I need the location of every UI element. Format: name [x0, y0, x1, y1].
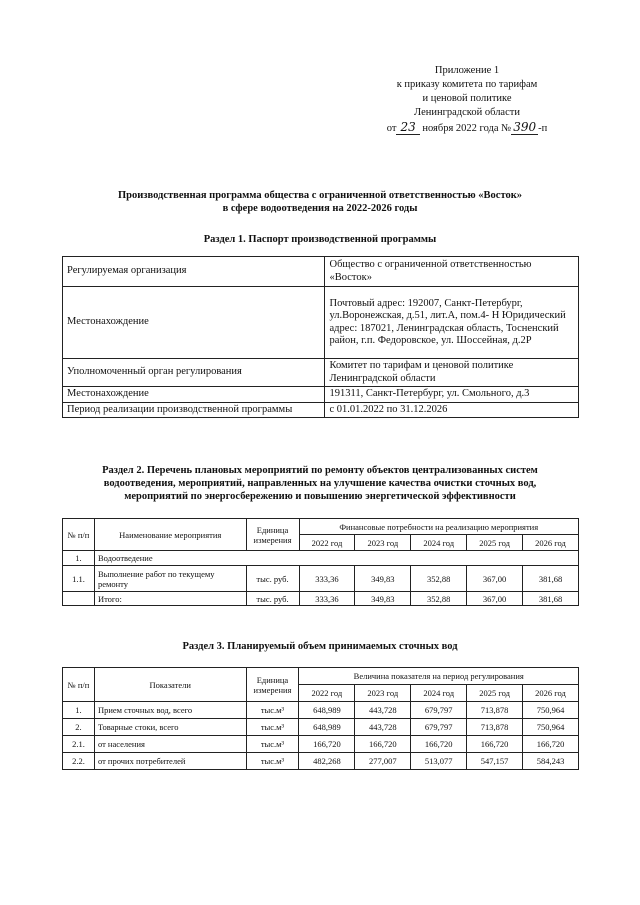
row-value: 584,243: [523, 753, 579, 770]
table-row: [63, 753, 579, 770]
table-row-total: [63, 592, 579, 606]
passport-label: Местонахождение: [63, 387, 325, 403]
header-year: 2024 год: [411, 535, 467, 551]
table-row: [63, 719, 579, 736]
passport-value: 191311, Санкт-Петербург, ул. Смольного, д.3: [325, 387, 579, 403]
header-unit: Единица измерения: [246, 668, 299, 702]
row-value: 352,88: [411, 592, 467, 606]
row-num: [63, 592, 95, 606]
row-value: 166,720: [467, 736, 523, 753]
row-unit: тыс. руб.: [246, 592, 299, 606]
row-value: 349,83: [355, 566, 411, 592]
header-year: 2026 год: [523, 685, 579, 702]
header-year: 2023 год: [355, 685, 411, 702]
table-row: [63, 287, 579, 359]
row-value: 443,728: [355, 702, 411, 719]
group-name: Водоотведение: [94, 551, 578, 566]
row-num: 2.1.: [63, 736, 95, 753]
table-row: [63, 702, 579, 719]
title-line-1: Производственная программа общества с ограниченной ответственностью «Восток»: [117, 190, 523, 201]
header-year: 2024 год: [411, 685, 467, 702]
row-value: 482,268: [299, 753, 355, 770]
passport-label: Уполномоченный орган регулирования: [63, 359, 325, 387]
passport-label: Регулируемая организация: [63, 257, 325, 287]
passport-table: [62, 256, 579, 418]
row-value: 750,964: [523, 719, 579, 736]
row-unit: тыс.м³: [246, 719, 299, 736]
header-year: 2026 год: [523, 535, 579, 551]
date-prefix: от: [386, 123, 397, 134]
row-value: 166,720: [411, 736, 467, 753]
row-num: 1.: [63, 702, 95, 719]
table-row: [63, 257, 579, 287]
row-name: Прием сточных вод, всего: [94, 702, 246, 719]
passport-label: Период реализации производственной программы: [63, 402, 325, 418]
date-day: 23: [396, 120, 419, 135]
row-value: 166,720: [523, 736, 579, 753]
passport-value: с 01.01.2022 по 31.12.2026: [325, 402, 579, 418]
header-num: № п/п: [63, 519, 95, 551]
row-value: 166,720: [355, 736, 411, 753]
document-title: [60, 189, 580, 215]
row-value: 648,989: [299, 719, 355, 736]
row-value: 277,007: [355, 753, 411, 770]
row-name: Выполнение работ по текущему ремонту: [94, 566, 246, 592]
row-name: Товарные стоки, всего: [94, 719, 246, 736]
header-num: № п/п: [63, 668, 95, 702]
row-unit: тыс. руб.: [246, 566, 299, 592]
section-1-title: Раздел 1. Паспорт производственной программы: [203, 234, 437, 245]
header-group: Финансовые потребности на реализацию мероприятия: [299, 519, 579, 535]
row-name: Итого:: [94, 592, 246, 606]
header-group: Величина показателя на период регулирования: [299, 668, 579, 685]
header-year: 2025 год: [467, 535, 523, 551]
row-value: 352,88: [411, 566, 467, 592]
row-num: 2.2.: [63, 753, 95, 770]
passport-value: Почтовый адрес: 192007, Санкт-Петербург, ул.Воронежская, д.51, лит.А, пом.4- Н Юридический адрес: 187021, Ленинградская область, Тосненский район, г.п. Федоровское, ул. Шоссейная, д.2Р: [325, 287, 579, 359]
table-row: [63, 402, 579, 418]
passport-label: Местонахождение: [63, 287, 325, 359]
row-num: 2.: [63, 719, 95, 736]
row-unit: тыс.м³: [246, 753, 299, 770]
row-num: 1.1.: [63, 566, 95, 592]
row-value: 513,077: [411, 753, 467, 770]
wastewater-volume-table: [62, 667, 579, 770]
table-row: [63, 566, 579, 592]
date-suffix: -п: [538, 123, 548, 134]
table-row: [63, 736, 579, 753]
appendix-date-line: [372, 120, 562, 136]
table-row: [63, 387, 579, 403]
appendix-line-3: и ценовой политике: [422, 93, 512, 104]
order-number: 390: [513, 120, 537, 134]
section-2-title-line-2: водоотведения, мероприятий, направленных на улучшение качества очистки сточных вод,: [103, 478, 537, 489]
appendix-line-4: Ленинградской области: [414, 107, 520, 118]
row-value: 713,878: [467, 702, 523, 719]
row-unit: тыс.м³: [246, 736, 299, 753]
header-year: 2022 год: [299, 535, 355, 551]
header-year: 2022 год: [299, 685, 355, 702]
table-row: [63, 359, 579, 387]
row-value: 349,83: [355, 592, 411, 606]
header-name: Показатели: [94, 668, 246, 702]
title-line-2: в сфере водоотведения на 2022-2026 годы: [222, 203, 418, 214]
appendix-header: [372, 64, 562, 136]
header-row: [63, 519, 579, 535]
row-value: 443,728: [355, 719, 411, 736]
row-unit: тыс.м³: [246, 702, 299, 719]
passport-value: Комитет по тарифам и ценовой политике Ленинградской области: [325, 359, 579, 387]
row-name: от прочих потребителей: [94, 753, 246, 770]
row-value: 679,797: [411, 702, 467, 719]
header-name: Наименование мероприятия: [94, 519, 246, 551]
row-value: 648,989: [299, 702, 355, 719]
row-value: 166,720: [299, 736, 355, 753]
appendix-line-2: к приказу комитета по тарифам: [396, 79, 538, 90]
measures-table: [62, 518, 579, 606]
passport-value: Общество с ограниченной ответственностью «Восток»: [325, 257, 579, 287]
header-year: 2025 год: [467, 685, 523, 702]
row-value: 381,68: [523, 592, 579, 606]
row-value: 333,36: [299, 566, 355, 592]
row-value: 333,36: [299, 592, 355, 606]
header-year: 2023 год: [355, 535, 411, 551]
row-value: 679,797: [411, 719, 467, 736]
header-unit: Единица измерения: [246, 519, 299, 551]
group-num: 1.: [63, 551, 95, 566]
row-value: 381,68: [523, 566, 579, 592]
section-2-title-line-3: мероприятий по энергосбережению и повышению энергетической эффективности: [124, 491, 516, 502]
header-row: [63, 668, 579, 685]
row-value: 367,00: [467, 592, 523, 606]
section-3-title: Раздел 3. Планируемый объем принимаемых сточных вод: [182, 641, 458, 652]
date-middle: ноября 2022 года №: [422, 123, 512, 134]
section-2-title-line-1: Раздел 2. Перечень плановых мероприятий по ремонту объектов централизованных систем: [102, 465, 538, 476]
row-value: 547,157: [467, 753, 523, 770]
group-row: [63, 551, 579, 566]
section-2-title: [40, 464, 600, 503]
row-value: 750,964: [523, 702, 579, 719]
row-value: 713,878: [467, 719, 523, 736]
row-name: от населения: [94, 736, 246, 753]
row-value: 367,00: [467, 566, 523, 592]
appendix-line-1: Приложение 1: [434, 65, 500, 76]
